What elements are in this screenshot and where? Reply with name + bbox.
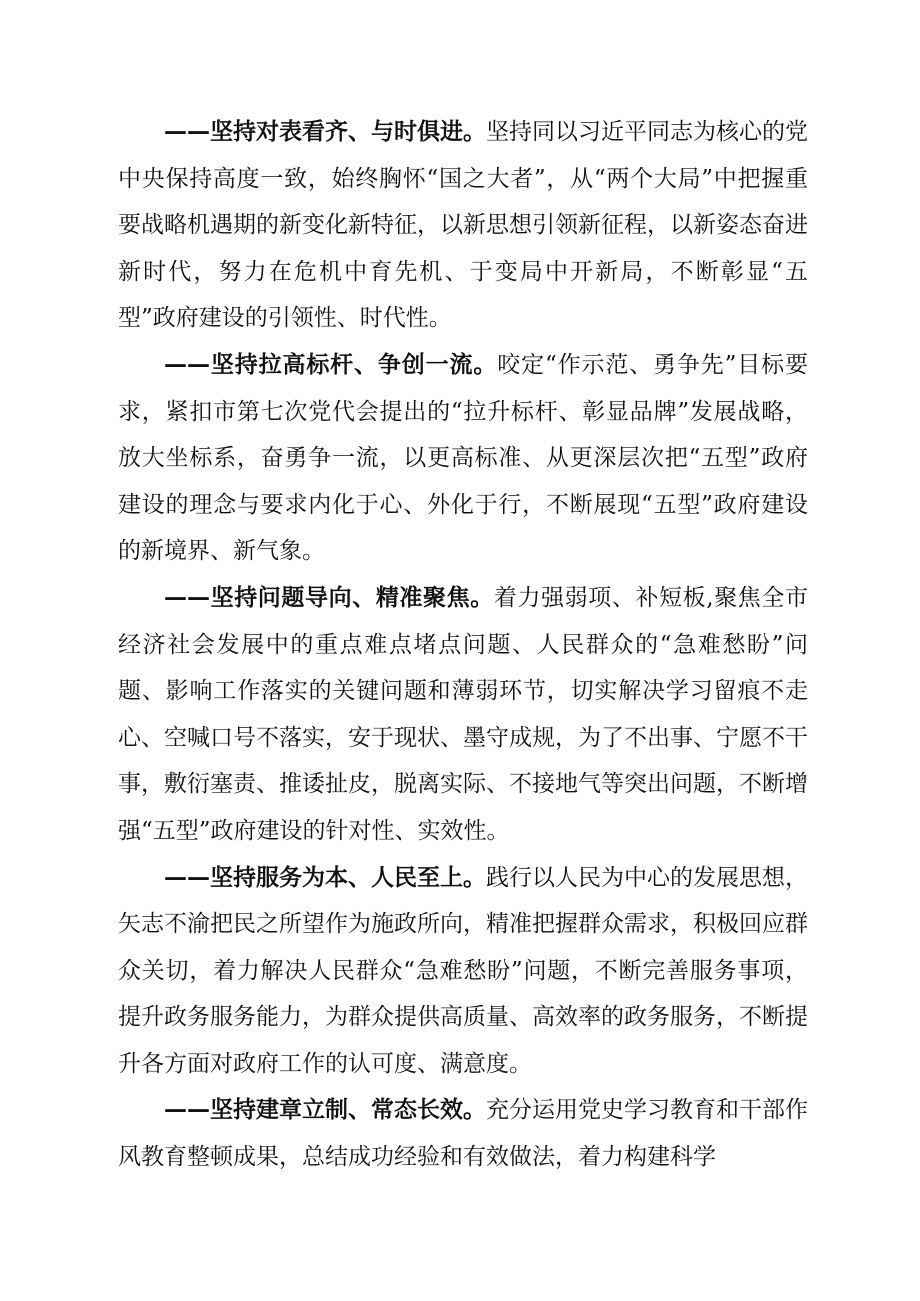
document-page xyxy=(118,109,808,1181)
paragraph-heading: ——坚持服务为本、人民至上。 xyxy=(164,864,486,891)
paragraph-text: 着力强弱项、补短板,聚焦全市经济社会发展中的重点难点堵点问题、人民群众的“急难愁盼”问题、影响工作落实的关键问题和薄弱环节，切实解决学习留痕不走心、空喊口号不落实，安于现状、墨守成规，为了不出事、宁愿不干事，敷衍塞责、推诿扯皮，脱离实际、不接地气等突出问题，不断增强“五型”政府建设的针对性、实效性。 xyxy=(118,584,808,844)
paragraph-problem-oriented xyxy=(118,575,808,855)
paragraph-text: 坚持同以习近平同志为核心的党中央保持高度一致，始终胸怀“国之大者”，从“两个大局”中把握重要战略机遇期的新变化新特征，以新思想引领新征程，以新姿态奋进新时代，努力在危机中育先机、于变局中开新局，不断彰显“五型”政府建设的引领性、时代性。 xyxy=(118,119,808,332)
paragraph-heading: ——坚持问题导向、精准聚焦。 xyxy=(164,584,494,611)
paragraph-benchmark xyxy=(118,342,808,575)
paragraph-service xyxy=(118,855,808,1088)
paragraph-text: 咬定“作示范、勇争先”目标要求，紧扣市第七次党代会提出的“拉升标杆、彰显品牌”发展战略，放大坐标系，奋勇争一流，以更高标准、从更深层次把“五型”政府建设的理念与要求内化于心、外化于行，不断展现“五型”政府建设的新境界、新气象。 xyxy=(118,351,808,565)
paragraph-institutions xyxy=(118,1087,808,1180)
paragraph-alignment xyxy=(118,109,808,342)
paragraph-heading: ——坚持对表看齐、与时俱进。 xyxy=(164,119,486,145)
paragraph-text: 践行以人民为中心的发展思想，矢志不渝把民之所望作为施政所向，精准把握群众需求，积极回应群众关切，着力解决人民群众“急难愁盼”问题，不断完善服务事项，提升政务服务能力，为群众提供高质量、高效率的政务服务，不断提升各方面对政府工作的认可度、满意度。 xyxy=(118,864,808,1077)
paragraph-heading: ——坚持拉高标杆、争创一流。 xyxy=(164,351,498,378)
paragraph-text: 充分运用党史学习教育和干部作风教育整顿成果，总结成功经验和有效做法，着力构建科学 xyxy=(118,1097,808,1171)
paragraph-heading: ——坚持建章立制、常态长效。 xyxy=(164,1097,486,1124)
